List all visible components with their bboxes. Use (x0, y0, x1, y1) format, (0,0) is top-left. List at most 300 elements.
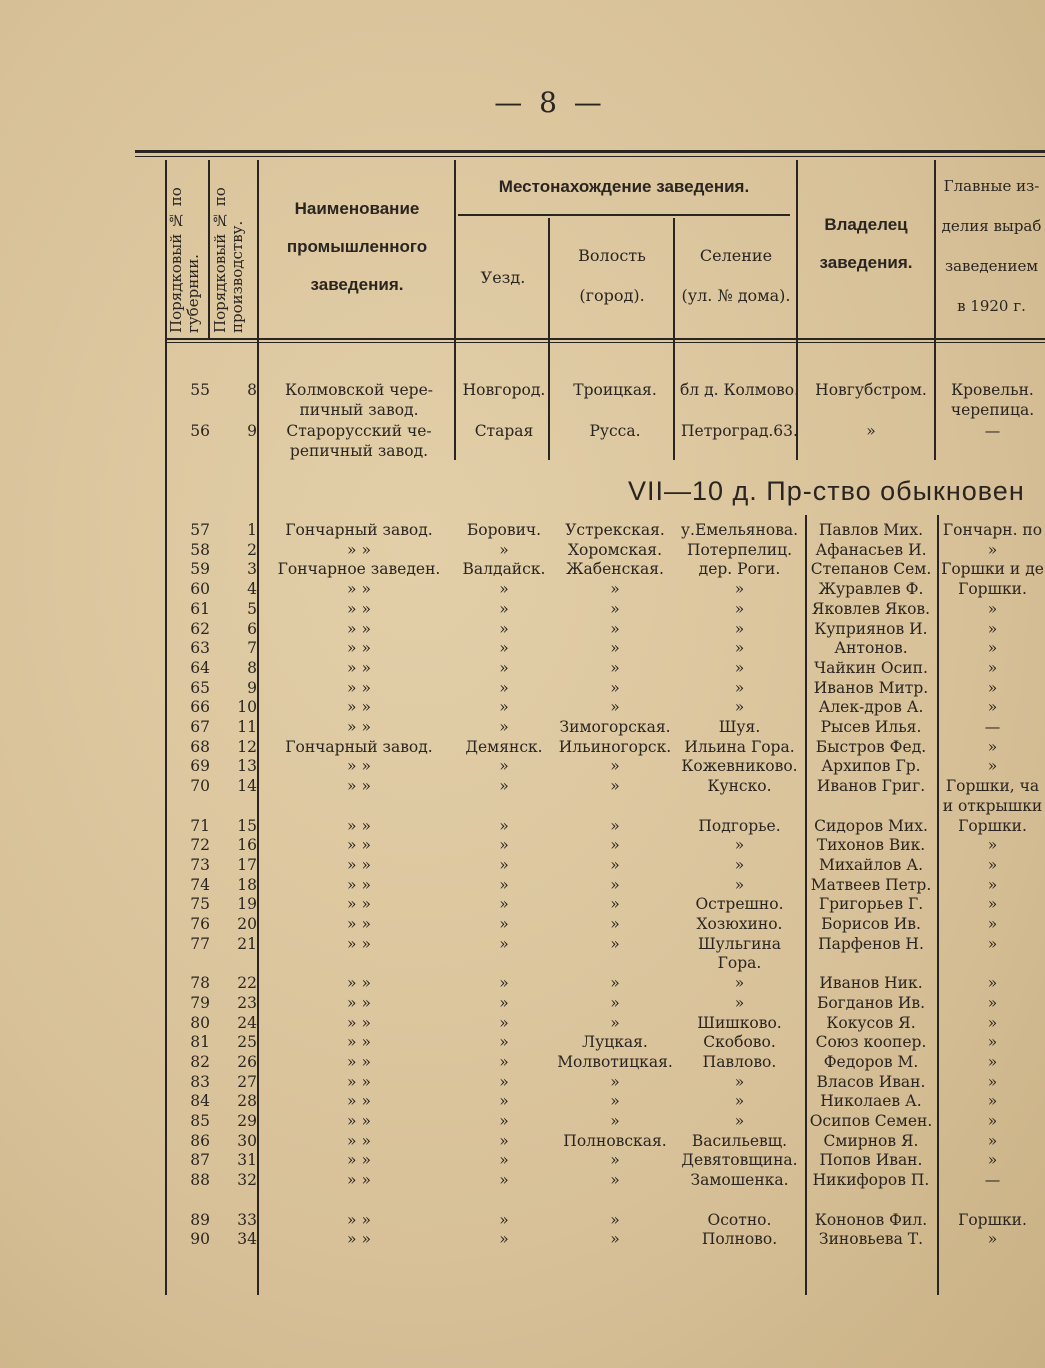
uezd-cell: » (499, 855, 509, 874)
establishment-name: » » (347, 1151, 371, 1170)
products-cell: — (984, 422, 1001, 440)
table-row (0, 1111, 1045, 1131)
owner-cell: Новгубстром. (815, 381, 927, 399)
gubernia-number: 56 (190, 422, 210, 440)
uezd-cell: » (499, 1092, 509, 1111)
owner-cell: Степанов Сем. (810, 560, 932, 579)
gubernia-number: 70 (190, 777, 210, 796)
volost-cell: » (610, 1013, 620, 1032)
production-number: 18 (237, 875, 257, 894)
header-location: Местонахождение заведения. (498, 177, 750, 196)
owner-cell: Смирнов Я. (823, 1131, 919, 1150)
uezd-cell: » (499, 1052, 509, 1071)
owner-cell: Иванов Григ. (816, 777, 926, 796)
production-number: 16 (237, 836, 257, 855)
owner-cell: Павлов Мих. (818, 521, 924, 539)
production-number: 14 (237, 777, 257, 796)
table-row (0, 520, 1045, 540)
establishment-name: » » (347, 855, 371, 874)
production-number: 8 (247, 658, 257, 677)
volost-cell: Хоромская. (568, 540, 662, 559)
volost-cell: Молвотицкая. (557, 1052, 673, 1071)
products-cell: — (984, 718, 1001, 736)
products-cell: » (987, 757, 998, 776)
table-row (0, 579, 1045, 599)
uezd-cell: » (499, 757, 509, 776)
table-row (0, 599, 1045, 619)
volost-cell: » (610, 757, 620, 776)
owner-cell: Кононов Фил. (814, 1210, 928, 1229)
establishment-name: » » (347, 836, 371, 855)
products-cell: — (984, 1171, 1001, 1190)
products-cell: » (987, 1092, 998, 1111)
table-row (0, 697, 1045, 717)
gubernia-number: 66 (190, 698, 210, 717)
owner-cell: Быстров Фед. (815, 737, 927, 756)
products-cell: » (987, 875, 998, 894)
establishment-name: Гончарный завод. (285, 737, 433, 756)
production-number: 28 (237, 1092, 257, 1111)
owner-cell: Рысев Илья. (820, 718, 922, 736)
products-cell: черепица. (950, 401, 1035, 419)
production-number: 23 (237, 993, 257, 1012)
header-owner: Владелец заведения. (819, 215, 913, 272)
establishment-name: Гончарный завод. (285, 521, 433, 539)
gubernia-number: 61 (190, 599, 210, 618)
establishment-name: » » (347, 1210, 371, 1229)
selenie-cell: » (734, 993, 745, 1012)
table-row (0, 1091, 1045, 1111)
gubernia-number: 67 (190, 718, 210, 736)
gubernia-number: 68 (190, 737, 210, 756)
volost-cell: Ильиногорск. (558, 737, 672, 756)
selenie-cell: » (734, 1072, 745, 1091)
selenie-cell: » (734, 678, 745, 697)
establishment-name: » » (347, 599, 371, 618)
uezd-cell: Борович. (466, 521, 542, 539)
selenie-cell: » (734, 619, 745, 638)
uezd-cell: » (499, 895, 509, 914)
selenie-cell: Шишково. (697, 1013, 782, 1032)
table-row (0, 1150, 1045, 1170)
establishment-name: » » (347, 698, 371, 717)
uezd-cell: » (499, 1151, 509, 1170)
volost-cell: Троицкая. (573, 381, 657, 399)
uezd-cell: Новгород. (462, 381, 546, 399)
gubernia-number: 58 (190, 540, 210, 559)
volost-cell: » (610, 639, 620, 658)
gubernia-number: 64 (190, 658, 210, 677)
establishment-name: Гончарное заведен. (277, 560, 441, 579)
production-number: 33 (237, 1210, 257, 1229)
table-row (0, 717, 1045, 737)
owner-cell: Попов Иван. (819, 1151, 923, 1170)
owner-cell: Тихонов Вик. (816, 836, 926, 855)
products-cell: Горшки. (958, 816, 1027, 835)
volost-cell: » (610, 974, 620, 993)
production-number: 22 (237, 974, 257, 993)
owner-cell: Власов Иван. (816, 1072, 926, 1091)
selenie-cell: Девятовщина. (681, 1151, 798, 1170)
gubernia-number: 75 (190, 895, 210, 914)
establishment-name: » » (347, 718, 371, 736)
uezd-cell: » (499, 915, 509, 933)
volost-cell: » (610, 777, 620, 796)
volost-cell: » (610, 934, 620, 953)
products-cell: » (987, 1151, 998, 1170)
production-number: 25 (237, 1033, 257, 1052)
table-row (0, 776, 1045, 796)
owner-cell: Алек-дров А. (818, 698, 924, 717)
establishment-name: Старорусский че- (286, 422, 432, 440)
owner-cell: Союз коопер. (815, 1033, 927, 1052)
volost-cell: » (610, 1151, 620, 1170)
gubernia-number: 73 (190, 855, 210, 874)
production-number: 7 (247, 639, 257, 658)
volost-cell: » (610, 993, 620, 1012)
production-number: 6 (247, 619, 257, 638)
selenie-cell: Гора. (717, 954, 762, 973)
products-cell: » (987, 1052, 998, 1071)
owner-cell: Журавлев Ф. (818, 580, 924, 599)
selenie-cell: Хозюхино. (696, 915, 783, 933)
uezd-cell: » (499, 1171, 509, 1190)
volost-cell: Зимогорская. (559, 718, 671, 736)
production-number: 3 (247, 560, 257, 579)
table-row (0, 638, 1045, 658)
establishment-name: » » (347, 816, 371, 835)
col-line (208, 160, 210, 340)
production-number: 15 (237, 816, 257, 835)
selenie-cell: » (734, 1112, 745, 1130)
uezd-cell: » (499, 580, 509, 599)
production-number: 9 (247, 678, 257, 697)
volost-cell: » (610, 816, 620, 835)
establishment-name: » » (347, 1092, 371, 1111)
products-cell: » (987, 1131, 998, 1150)
establishment-name: » » (347, 540, 371, 559)
volost-cell: » (610, 1230, 620, 1249)
uezd-cell: » (499, 934, 509, 953)
establishment-name: » » (347, 1013, 371, 1032)
products-cell: » (987, 1013, 998, 1032)
volost-cell: » (610, 915, 620, 933)
owner-cell: Парфенов Н. (818, 934, 924, 953)
products-cell: » (987, 658, 998, 677)
table-row (0, 559, 1045, 579)
selenie-cell: Осотно. (707, 1210, 772, 1229)
owner-cell: Кокусов Я. (826, 1013, 916, 1032)
table-row (0, 1032, 1045, 1052)
products-cell: » (987, 619, 998, 638)
selenie-cell: Ильина Гора. (684, 737, 795, 756)
gubernia-number: 86 (190, 1131, 210, 1150)
section-title: VII—10 д. Пр-ство обыкновен (628, 476, 1025, 506)
gubernia-number: 63 (190, 639, 210, 658)
table-row (0, 1229, 1045, 1249)
table-row (0, 1131, 1045, 1151)
selenie-cell: Полново. (701, 1230, 778, 1249)
table-row (0, 1072, 1045, 1092)
selenie-cell: » (734, 875, 745, 894)
products-cell: и открышки (942, 796, 1043, 815)
owner-cell: » (866, 422, 876, 440)
table-row (0, 1170, 1045, 1190)
selenie-cell: » (734, 580, 745, 599)
owner-cell: Куприянов И. (814, 619, 928, 638)
gubernia-number: 77 (190, 934, 210, 953)
table-row (0, 796, 1045, 816)
establishment-name: » » (347, 993, 371, 1012)
uezd-cell: » (499, 599, 509, 618)
selenie-cell: Шульгина (697, 934, 782, 953)
selenie-cell: » (734, 639, 745, 658)
table-row (0, 1210, 1045, 1230)
owner-cell: Осипов Семен. (809, 1112, 933, 1130)
production-number: 8 (247, 381, 257, 399)
selenie-cell: Скобово. (703, 1033, 776, 1052)
gubernia-number: 57 (190, 521, 210, 539)
products-cell: » (987, 1112, 998, 1130)
production-number: 34 (237, 1230, 257, 1249)
owner-cell: Михайлов А. (818, 855, 923, 874)
gubernia-number: 79 (190, 993, 210, 1012)
table-row (0, 973, 1045, 993)
uezd-cell: » (499, 1131, 509, 1150)
production-number: 13 (237, 757, 257, 776)
owner-cell: Сидоров Мих. (814, 816, 928, 835)
production-number: 21 (237, 934, 257, 953)
volost-cell: » (610, 1210, 620, 1229)
header-bottom-rule-thin (165, 342, 1045, 343)
owner-cell: Николаев А. (820, 1092, 922, 1111)
production-number: 20 (237, 915, 257, 933)
establishment-name: » » (347, 915, 371, 933)
establishment-name: » » (347, 934, 371, 953)
products-cell: » (987, 540, 998, 559)
owner-cell: Антонов. (834, 639, 908, 658)
owner-cell: Борисов Ив. (821, 915, 921, 933)
products-cell: » (987, 1072, 998, 1091)
table-row (0, 953, 1045, 973)
production-number: 17 (237, 855, 257, 874)
uezd-cell: » (499, 698, 509, 717)
table-row (0, 1190, 1045, 1210)
gubernia-number: 59 (190, 560, 210, 579)
header-col-production: Порядковый № по производству. (211, 187, 246, 333)
volost-cell: » (610, 619, 620, 638)
gubernia-number: 80 (190, 1013, 210, 1032)
establishment-name: » » (347, 1033, 371, 1052)
gubernia-number: 62 (190, 619, 210, 638)
gubernia-number: 82 (190, 1052, 210, 1071)
products-cell: Кровельн. (951, 381, 1034, 399)
header-name: Наименование промышленного заведения. (286, 199, 428, 294)
selenie-cell: бл д. Колмово. (679, 381, 800, 399)
owner-cell: Никифоров П. (812, 1171, 930, 1190)
establishment-name: пичный завод. (299, 401, 419, 419)
production-number: 29 (237, 1112, 257, 1130)
selenie-cell: » (734, 974, 745, 993)
gubernia-number: 85 (190, 1112, 210, 1130)
production-number: 30 (237, 1131, 257, 1150)
table-row (0, 816, 1045, 836)
gubernia-number: 84 (190, 1092, 210, 1111)
uezd-cell: » (499, 1072, 509, 1091)
products-cell: » (987, 974, 998, 993)
products-cell: Горшки. (958, 1210, 1027, 1229)
selenie-cell: » (734, 855, 745, 874)
uezd-cell: » (499, 777, 509, 796)
products-cell: Горшки и де (941, 560, 1044, 579)
products-cell: » (987, 895, 998, 914)
selenie-cell: Потерпелиц. (686, 540, 793, 559)
owner-cell: Григорьев Г. (818, 895, 924, 914)
uezd-cell: » (499, 619, 509, 638)
selenie-cell: Шуя. (718, 718, 761, 736)
establishment-name: » » (347, 1171, 371, 1190)
gubernia-number: 71 (190, 816, 210, 835)
products-cell: » (987, 1033, 998, 1052)
selenie-cell: » (734, 698, 745, 717)
products-cell: » (987, 993, 998, 1012)
uezd-cell: Демянск. (465, 737, 543, 756)
volost-cell: » (610, 599, 620, 618)
volost-cell: » (610, 678, 620, 697)
table-row (0, 756, 1045, 776)
table-row (0, 855, 1045, 875)
selenie-cell: » (734, 599, 745, 618)
selenie-cell: Кожевниково. (681, 757, 798, 776)
uezd-cell: » (499, 1112, 509, 1130)
table-row (0, 540, 1045, 560)
establishment-name: » » (347, 658, 371, 677)
production-number: 32 (237, 1171, 257, 1190)
selenie-cell: Петроград.63. (681, 422, 798, 440)
uezd-cell: » (499, 658, 509, 677)
owner-cell: Матвеев Петр. (810, 875, 932, 894)
establishment-name: » » (347, 974, 371, 993)
header-selenie: Селение (ул. № дома). (681, 246, 791, 305)
gubernia-number: 78 (190, 974, 210, 993)
table-row (0, 993, 1045, 1013)
selenie-cell: Кунско. (707, 777, 772, 796)
volost-cell: » (610, 895, 620, 914)
table-row (0, 400, 1045, 420)
owner-cell: Яковлев Яков. (811, 599, 931, 618)
gubernia-number: 89 (190, 1210, 210, 1229)
volost-cell: » (610, 658, 620, 677)
gubernia-number: 60 (190, 580, 210, 599)
owner-cell: Иванов Митр. (813, 678, 929, 697)
establishment-name: » » (347, 1112, 371, 1130)
owner-cell: Богданов Ив. (816, 993, 926, 1012)
volost-cell: Устрекская. (565, 521, 665, 539)
gubernia-number: 90 (190, 1230, 210, 1249)
selenie-cell: » (734, 1092, 745, 1111)
volost-cell: » (610, 1112, 620, 1130)
header-products: Главные из- делия выраб заведением в 1920 г. (941, 177, 1042, 315)
uezd-cell: » (499, 678, 509, 697)
table-row (0, 737, 1045, 757)
selenie-cell: Васильевщ. (691, 1131, 788, 1150)
volost-cell: » (610, 580, 620, 599)
volost-cell: » (610, 836, 620, 855)
production-number: 10 (237, 698, 257, 717)
establishment-name: » » (347, 1072, 371, 1091)
production-number: 26 (237, 1052, 257, 1071)
owner-cell: Архипов Гр. (821, 757, 921, 776)
volost-cell: Жабенская. (566, 560, 664, 579)
selenie-cell: у.Емельянова. (680, 521, 799, 539)
table-row (0, 1013, 1045, 1033)
production-number: 24 (237, 1013, 257, 1032)
uezd-cell: » (499, 639, 509, 658)
uezd-cell: » (499, 540, 509, 559)
uezd-cell: » (499, 993, 509, 1012)
establishment-name: » » (347, 1052, 371, 1071)
table-row (0, 1052, 1045, 1072)
uezd-cell: Старая (474, 422, 534, 440)
production-number: 19 (237, 895, 257, 914)
gubernia-number: 83 (190, 1072, 210, 1091)
production-number: 11 (237, 718, 257, 736)
gubernia-number: 69 (190, 757, 210, 776)
volost-cell: Русса. (589, 422, 641, 440)
table-row (0, 441, 1045, 461)
products-cell: » (987, 599, 998, 618)
gubernia-number: 88 (190, 1171, 210, 1190)
volost-cell: » (610, 875, 620, 894)
products-cell: » (987, 836, 998, 855)
establishment-name: » » (347, 619, 371, 638)
table-row (0, 875, 1045, 895)
table-row (0, 421, 1045, 441)
uezd-cell: » (499, 1013, 509, 1032)
uezd-cell: » (499, 816, 509, 835)
products-cell: » (987, 915, 998, 933)
production-number: 2 (247, 540, 257, 559)
uezd-cell: » (499, 1033, 509, 1052)
top-rule-thin (135, 156, 1045, 157)
establishment-name: » » (347, 1131, 371, 1150)
production-number: 9 (247, 422, 257, 440)
volost-cell: » (610, 1072, 620, 1091)
products-cell: » (987, 934, 998, 953)
location-rule (458, 214, 790, 216)
volost-cell: » (610, 855, 620, 874)
gubernia-number: 74 (190, 875, 210, 894)
selenie-cell: Павлово. (702, 1052, 777, 1071)
products-cell: » (987, 737, 998, 756)
table-row (0, 380, 1045, 400)
uezd-cell: » (499, 836, 509, 855)
header-uezd: Уезд. (480, 268, 526, 287)
products-cell: Горшки. (958, 580, 1027, 599)
establishment-name: » » (347, 757, 371, 776)
volost-cell: » (610, 1092, 620, 1111)
owner-cell: Федоров М. (823, 1052, 919, 1071)
volost-cell: » (610, 698, 620, 717)
production-number: 4 (247, 580, 257, 599)
products-cell: » (987, 698, 998, 717)
gubernia-number: 76 (190, 915, 210, 933)
products-cell: » (987, 678, 998, 697)
uezd-cell: » (499, 974, 509, 993)
owner-cell: Чайкин Осип. (814, 658, 928, 677)
products-cell: » (987, 855, 998, 874)
gubernia-number: 87 (190, 1151, 210, 1170)
